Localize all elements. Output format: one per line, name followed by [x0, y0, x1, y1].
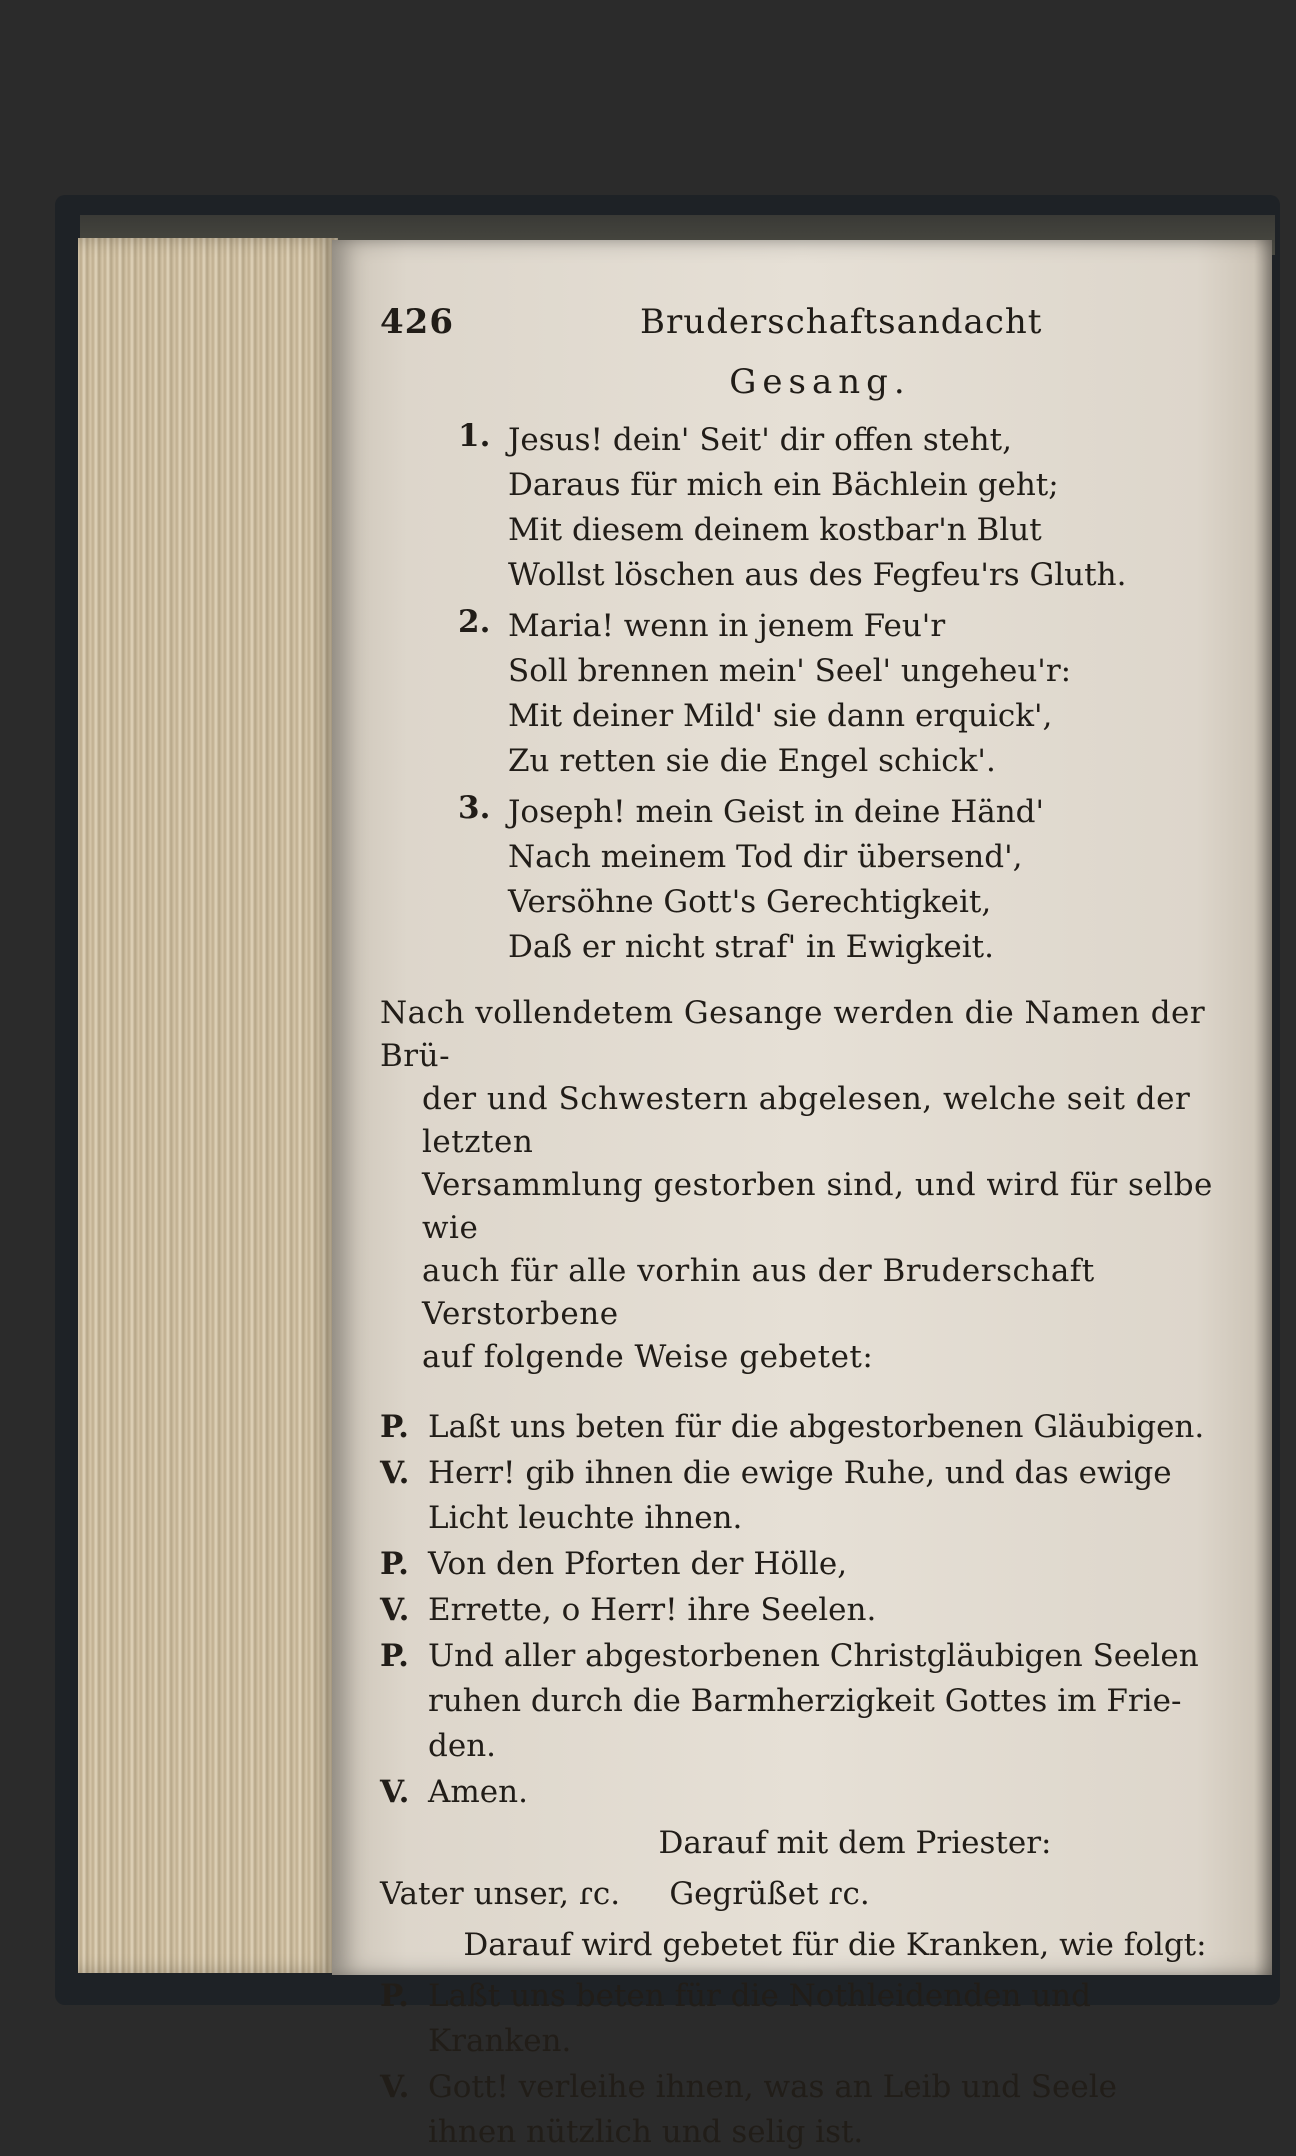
prayer-line: Und aller abgestorbenen Christgläubigen Seelen: [428, 1638, 1199, 1674]
stanza-line: Jesus! dein' Seit' dir offen steht,: [508, 422, 1012, 458]
stanza-line: Nach meinem Tod dir übersend',: [508, 839, 1023, 875]
stanza-line: Wollst löschen aus des Fegfeu'rs Gluth.: [508, 557, 1127, 593]
prayer-entry: [380, 1974, 1230, 2064]
speaker-label: P.: [380, 1978, 409, 2014]
instruction-paragraph: [380, 992, 1230, 1379]
instruction-line: der und Schwestern abgelesen, welche seit der letzten: [422, 1081, 1191, 1160]
instruction-line: auch für alle vorhin aus der Bruderschaft Verstorbene: [422, 1253, 1095, 1332]
prayer-text: [428, 1974, 1230, 2064]
prayer-text: [428, 2065, 1230, 2155]
prayer-entry: [380, 1770, 1230, 1815]
instruction-line: auf folgende Weise gebetet:: [422, 1339, 874, 1375]
instruction-priester: Darauf mit dem Priester:: [658, 1825, 1052, 1861]
stanza-line: Joseph! mein Geist in deine Händ': [508, 794, 1045, 830]
prayer-line: Licht leuchte ihnen.: [428, 1500, 743, 1536]
speaker-label: P.: [380, 1546, 409, 1582]
speaker-label: V.: [380, 1774, 410, 1810]
speaker-label: V.: [380, 1455, 410, 1491]
lords-prayer-line: [380, 1872, 1230, 1917]
prayer-text: [428, 1634, 1230, 1769]
prayer-line: Gott! verleihe ihnen, was an Leib und Seele: [428, 2069, 1117, 2105]
stanza-line: Zu retten sie die Engel schick'.: [508, 743, 996, 779]
instruction-line: Versammlung gestorben sind, und wird für selbe wie: [422, 1167, 1213, 1246]
stanza-line: Soll brennen mein' Seel' ungeheu'r:: [508, 653, 1072, 689]
prayer-entry: [380, 1588, 1230, 1633]
speaker-label: P.: [380, 1409, 409, 1445]
prayer-line: Herr! gib ihnen die ewige Ruhe, und das ewige: [428, 1455, 1172, 1491]
stanza-line: Daraus für mich ein Bächlein geht;: [508, 467, 1059, 503]
prayer-line: Laßt uns beten für die abgestorbenen Gläubigen.: [428, 1409, 1205, 1445]
hymn: [380, 418, 1230, 970]
prayer-text: [428, 1405, 1230, 1450]
prayer-line: den.: [428, 1728, 497, 1764]
stanza-line: Mit diesem deinem kostbar'n Blut: [508, 512, 1042, 548]
instruction-continuation: [422, 1078, 1230, 1379]
prayer-entry: [380, 2065, 1230, 2155]
instruction-first-line: Nach vollendetem Gesange werden die Namen der Brü-: [380, 995, 1206, 1074]
stanza-number: 1.: [458, 418, 491, 454]
page-header: [380, 302, 1230, 358]
prayer-entry: [380, 1542, 1230, 1587]
prayer-line: Kranken.: [428, 2023, 572, 2059]
page-text: [380, 302, 1230, 2156]
hymn-stanza: [380, 790, 1230, 970]
prayer-text: [428, 1770, 1230, 1815]
stanza-line: Versöhne Gott's Gerechtigkeit,: [508, 884, 992, 920]
prayer-line: Amen.: [428, 1774, 528, 1810]
prayer-text: [428, 1588, 1230, 1633]
hymn-stanza: [380, 418, 1230, 598]
prayer-dialog-sick: [380, 1974, 1230, 2155]
page-gutter-shadow: [1254, 240, 1272, 1975]
prayer-line: Laßt uns beten für die Nothleidenden und: [428, 1978, 1091, 2014]
stanza-number: 3.: [458, 790, 491, 826]
book-page: [332, 240, 1272, 2150]
speaker-label: V.: [380, 1592, 410, 1628]
prayer-entry: [380, 1634, 1230, 1769]
prayer-text: [428, 1542, 1230, 1587]
speaker-label: V.: [380, 2069, 410, 2105]
prayer-dialog-departed: [380, 1405, 1230, 1815]
stanza-line: Maria! wenn in jenem Feu'r: [508, 608, 946, 644]
prayer-text: [428, 1451, 1230, 1541]
stanza-line: Mit deiner Mild' sie dann erquick',: [508, 698, 1053, 734]
page-number: 426: [380, 302, 454, 342]
prayer-line: Von den Pforten der Hölle,: [428, 1546, 848, 1582]
section-heading: Gesang.: [729, 362, 911, 402]
hymn-stanza: [380, 604, 1230, 784]
prayer-line: Errette, o Herr! ihre Seelen.: [428, 1592, 877, 1628]
speaker-label: P.: [380, 1638, 409, 1674]
lords-prayer-text: Vater unser, ɾc. Gegrüßet ɾc.: [380, 1876, 870, 1912]
prayer-line: ruhen durch die Barmherzigkeit Gottes im Frie-: [428, 1683, 1182, 1719]
prayer-entry: [380, 1451, 1230, 1541]
stanza-line: Daß er nicht straf' in Ewigkeit.: [508, 929, 994, 965]
stanza-number: 2.: [458, 604, 491, 640]
instruction-kranken: Darauf wird gebetet für die Kranken, wie folgt:: [463, 1927, 1207, 1963]
prayer-line: ihnen nützlich und selig ist.: [428, 2114, 864, 2150]
page-edges: [78, 238, 338, 1973]
running-title: Bruderschaftsandacht: [640, 302, 1043, 342]
prayer-entry: [380, 1405, 1230, 1450]
